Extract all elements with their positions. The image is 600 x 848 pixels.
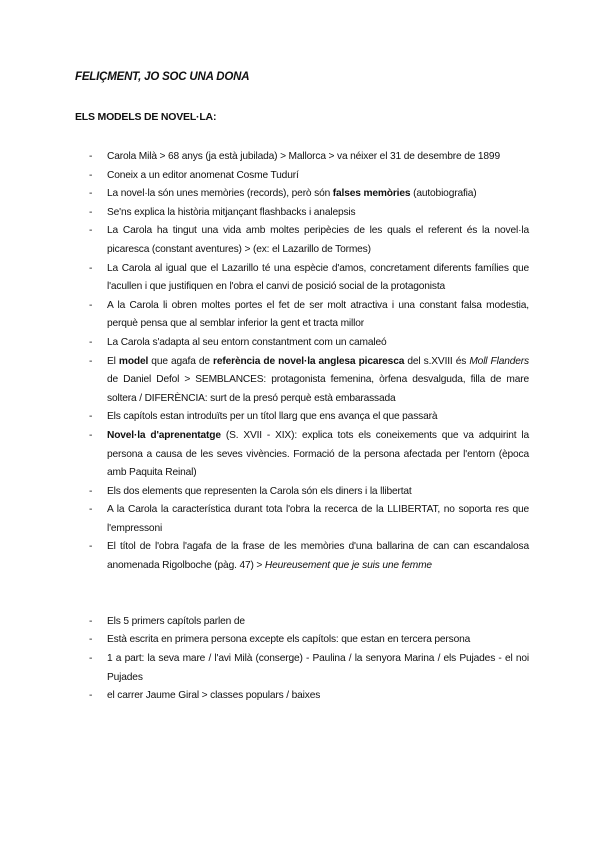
bullet-dash: - <box>89 653 93 665</box>
list-item: - Els dos elements que representen la Carola són els diners i la llibertat <box>89 483 529 502</box>
list-item: - Està escrita en primera persona excepte els capítols: que estan en tercera persona <box>89 631 529 650</box>
list-item: - El model que agafa de referència de novel·la anglesa picaresca del s.XVIII és Moll Flanders de Daniel Defol > SEMBLANCES: protagonista femenina, òrfena desvalguda, filla de mare soltera / DIFERÈNCIA: surt de la presó perquè està embarassada <box>89 353 529 409</box>
list-item: - A la Carola la característica durant tota l'obra la recerca de la LLIBERTAT, no soporta res que l'empressoni <box>89 501 529 538</box>
bullet-dash: - <box>89 615 93 627</box>
list-item: - A la Carola li obren moltes portes el fet de ser molt atractiva i una constant falsa modestia, perquè pensa que al semblar inferior la gent et tracta millor <box>89 297 529 334</box>
bullet-dash: - <box>89 690 93 702</box>
bullet-dash: - <box>89 355 93 367</box>
list-item: - Els 5 primers capítols parlen de <box>89 613 529 632</box>
bullet-dash: - <box>89 262 93 274</box>
list-item: - La Carola ha tingut una vida amb moltes peripècies de les quals el referent és la novel·la picaresca (constant aventures) > (ex: el Lazarillo de Tormes) <box>89 222 529 259</box>
list-item: - el carrer Jaume Giral > classes populars / baixes <box>89 687 529 706</box>
list-item: - Coneix a un editor anomenat Cosme Tudurí <box>89 167 529 186</box>
bullet-dash: - <box>89 504 93 516</box>
section-heading: ELS MODELS DE NOVEL·LA: <box>75 111 217 123</box>
bullet-dash: - <box>89 411 93 423</box>
bullet-dash: - <box>89 541 93 553</box>
bullet-dash: - <box>89 485 93 497</box>
list-item: - La Carola s'adapta al seu entorn constantment com un camaleó <box>89 334 529 353</box>
list-item: - Novel·la d'aprenentatge (S. XVII - XIX): explica tots els coneixements que va adquirint la persona a causa de les seves vivències. Formació de la persona afectada per l'entorn (època amb Paquita Reinal) <box>89 427 529 483</box>
document-title: FELIÇMENT, JO SOC UNA DONA <box>75 71 250 83</box>
bullet-dash: - <box>89 188 93 200</box>
bullet-dash: - <box>89 151 93 162</box>
list-item: - 1 a part: la seva mare / l'avi Milà (conserge) - Paulina / la senyora Marina / els Pujades - el noi Pujades <box>89 650 529 687</box>
bullet-dash: - <box>89 206 93 218</box>
bullet-dash: - <box>89 429 93 441</box>
bullet-dash: - <box>89 225 93 237</box>
spacer <box>89 576 529 595</box>
bullet-dash: - <box>89 169 93 181</box>
spacer <box>89 594 529 613</box>
list-item: - El títol de l'obra l'agafa de la frase de les memòries d'una ballarina de can can escandalosa anomenada Rigolboche (pàg. 47) > Heureusement que je suis une femme <box>89 538 529 575</box>
list-item: - La Carola al igual que el Lazarillo té una espècie d'amos, concretament diferents famílies que l'acullen i que justifiquen en l'obra el canvi de posició social de la protagonista <box>89 260 529 297</box>
bullet-dash: - <box>89 634 93 646</box>
list-item: - Els capítols estan introduïts per un títol llarg que ens avança el que passarà <box>89 408 529 427</box>
list-item: - La novel·la són unes memòries (records), però són falses memòries (autobiografia) <box>89 185 529 204</box>
list-item: - Se'ns explica la història mitjançant flashbacks i analepsis <box>89 204 529 223</box>
bullet-dash: - <box>89 299 93 311</box>
bullet-dash: - <box>89 336 93 348</box>
list-item: - Carola Milà > 68 anys (ja està jubilada) > Mallorca > va néixer el 31 de desembre de 1899 <box>89 148 529 167</box>
notes-list <box>89 148 529 706</box>
